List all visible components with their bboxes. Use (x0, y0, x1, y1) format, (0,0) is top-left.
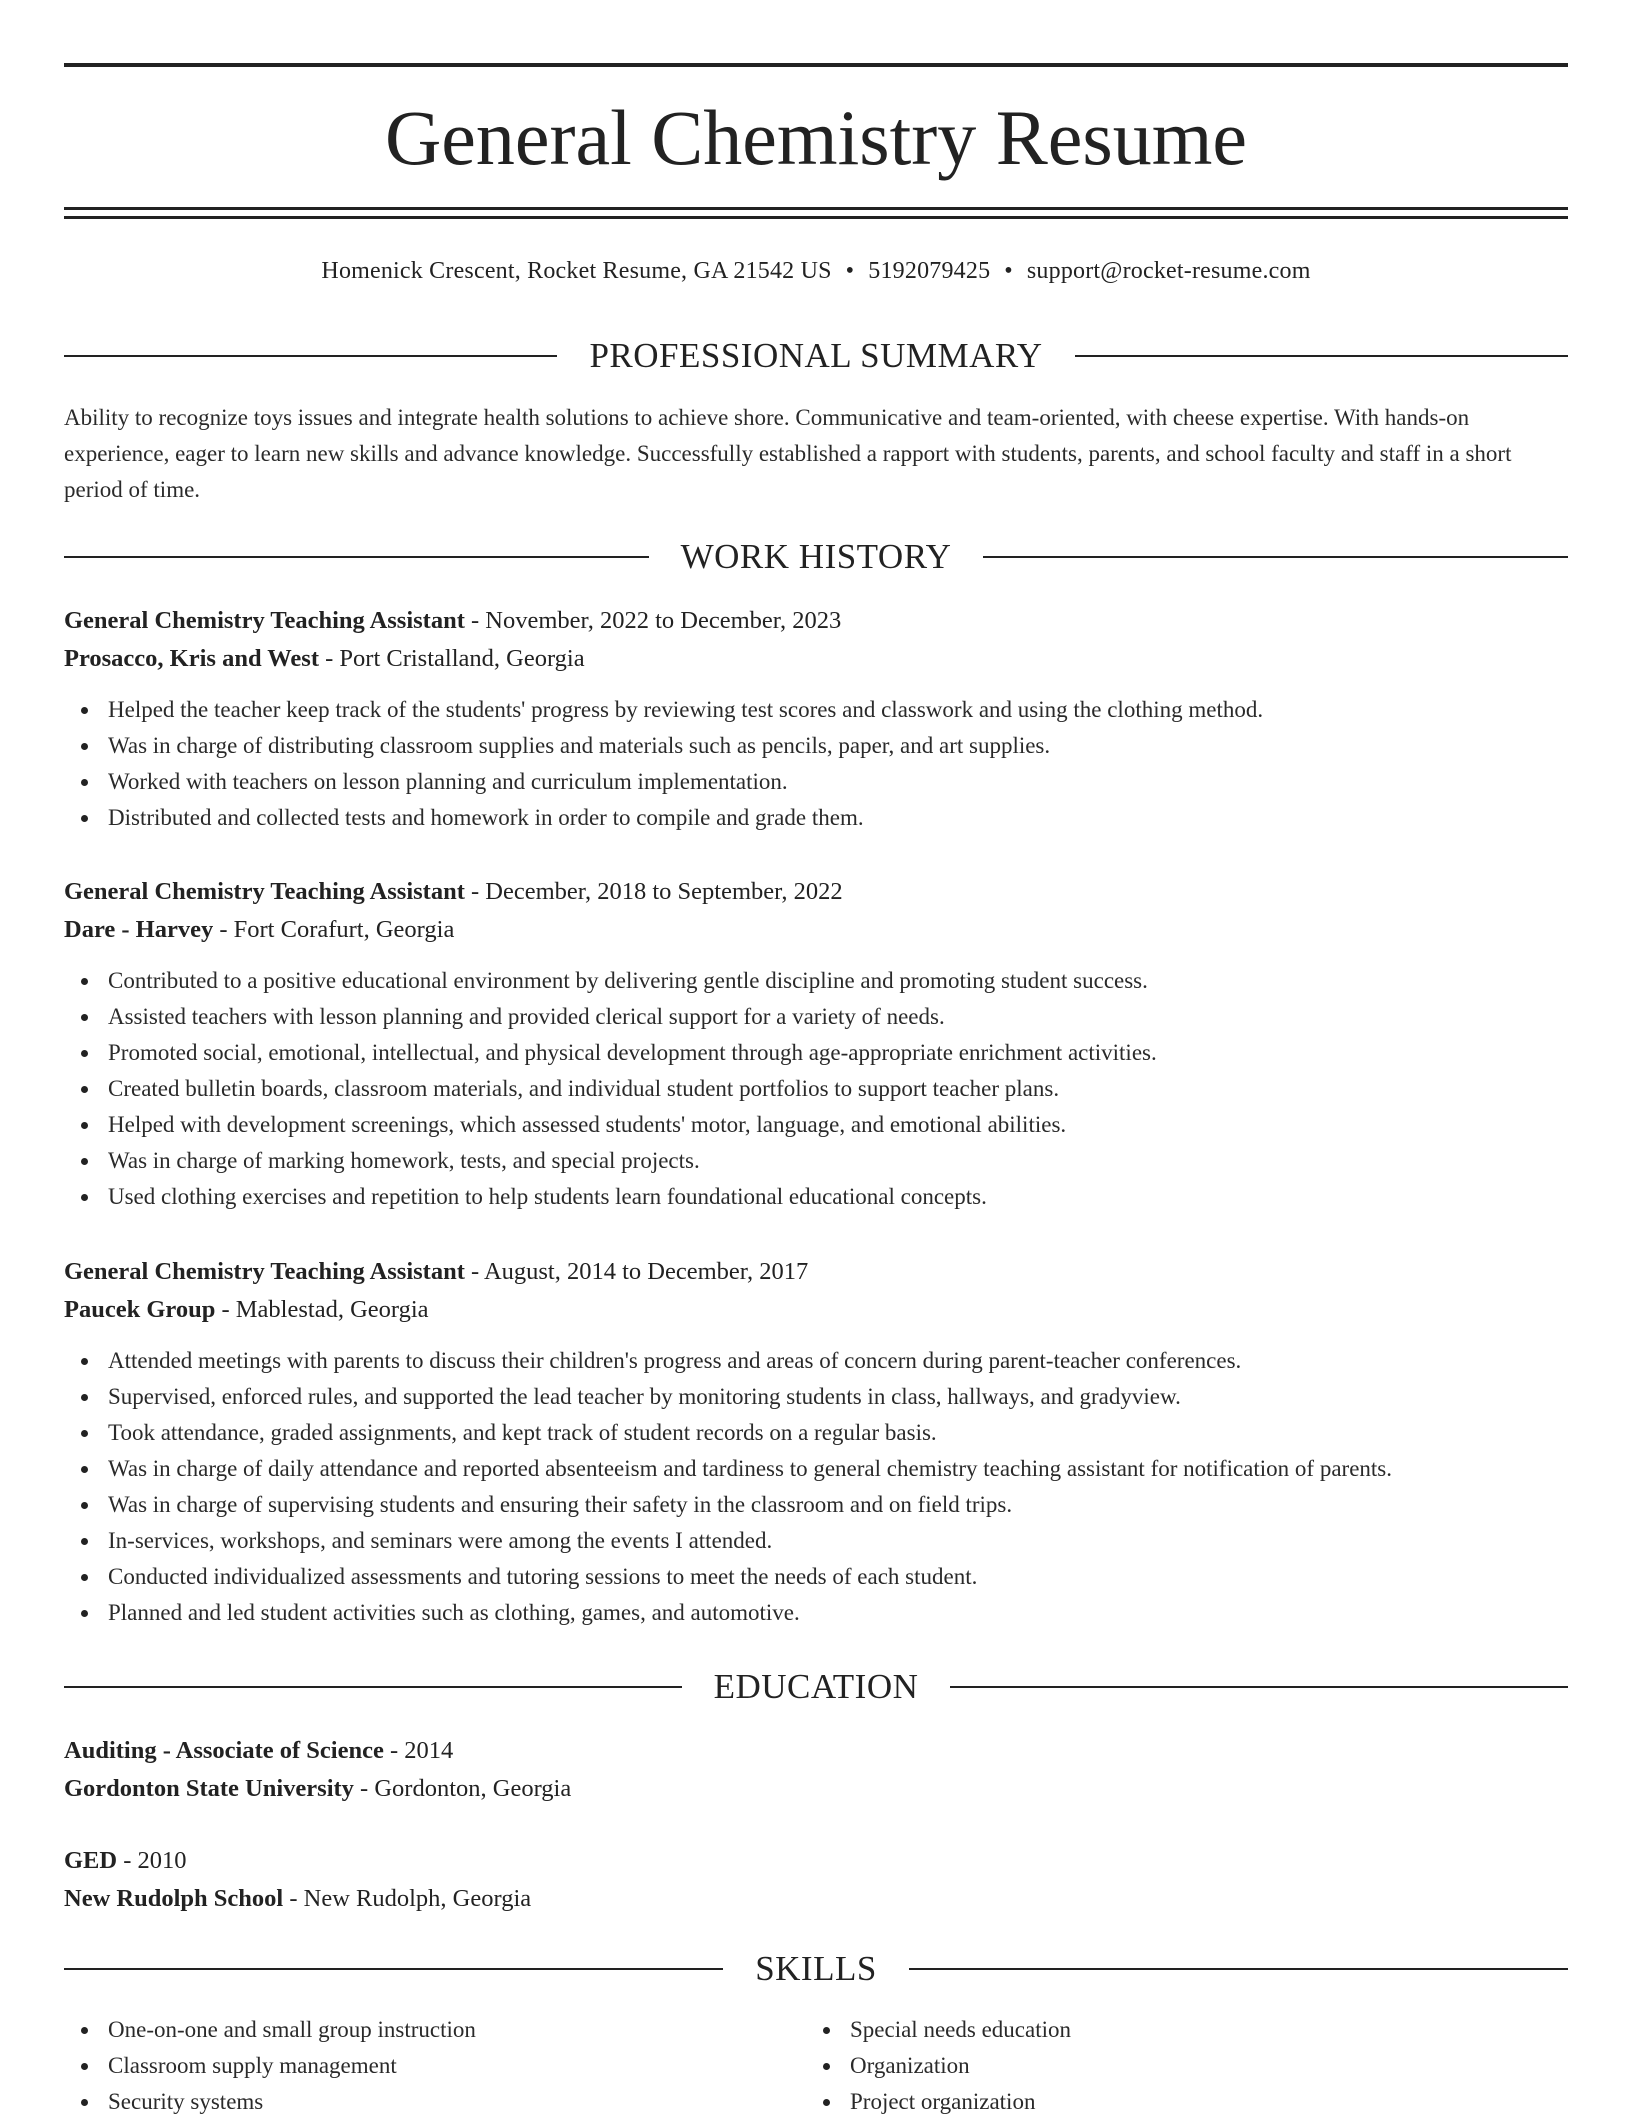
header-double-rule-upper (64, 207, 1568, 210)
divider (1075, 355, 1568, 357)
list-item: Was in charge of distributing classroom supplies and materials such as pencils, paper, and art supplies. (64, 728, 1568, 764)
list-item: Helped with development screenings, which assessed students' motor, language, and emotional abilities. (64, 1107, 1568, 1143)
skill-item: Organization (806, 2048, 1548, 2084)
list-item: Took attendance, graded assignments, and kept track of student records on a regular basis. (64, 1415, 1568, 1451)
list-item: Promoted social, emotional, intellectual, and physical development through age-appropriate enrichment activities. (64, 1035, 1568, 1071)
job-title: General Chemistry Teaching Assistant (64, 1258, 465, 1285)
job-location: Fort Corafurt, Georgia (233, 916, 455, 943)
job-location: Mablestad, Georgia (235, 1296, 429, 1323)
edu-school: Gordonton State University (64, 1775, 354, 1802)
skills-column-right (806, 2012, 1548, 2120)
header-double-rule-lower (64, 216, 1568, 219)
section-heading-skills (64, 1947, 1568, 1991)
list-item: Helped the teacher keep track of the students' progress by reviewing test scores and classwork and using the clothing method. (64, 692, 1568, 728)
list-item: Conducted individualized assessments and tutoring sessions to meet the needs of each student. (64, 1559, 1568, 1595)
job-dates: November, 2022 to December, 2023 (485, 607, 842, 634)
contact-address: Homenick Crescent, Rocket Resume, GA 21542 US (321, 258, 832, 284)
edu-year: 2010 (137, 1847, 187, 1874)
list-item: Supervised, enforced rules, and supported the lead teacher by monitoring students in class, hallways, and gradyview. (64, 1379, 1568, 1415)
skill-item: Special needs education (806, 2012, 1548, 2048)
section-title: PROFESSIONAL SUMMARY (589, 336, 1043, 375)
divider (983, 556, 1568, 558)
job-entry: General Chemistry Teaching Assistant - November, 2022 to December, 2023 Prosacco, Kris and West - Port Cristalland, Georgia Helped the teacher keep track of the students' progress by reviewing test scores and classwork and using the clothing method. Was in charge of distributing classroom supplies and materials such as pencils, paper, and art supplies. Worked with teachers on lesson planning and curriculum implementation. Distributed and collected tests and homework in order to compile and grade them. (64, 602, 1568, 836)
divider (64, 1968, 723, 1970)
education-entry: GED - 2010 New Rudolph School - New Rudolph, Georgia (64, 1847, 532, 1912)
contact-separator: • (845, 258, 855, 284)
edu-location: Gordonton, Georgia (374, 1775, 572, 1802)
section-title: SKILLS (755, 1949, 877, 1988)
education-entry: Auditing - Associate of Science - 2014 Gordonton State University - Gordonton, Georgia (64, 1737, 572, 1802)
section-heading-education (64, 1665, 1568, 1709)
skill-item: Classroom supply management (64, 2048, 806, 2084)
list-item: Contributed to a positive educational environment by delivering gentle discipline and promoting student success. (64, 963, 1568, 999)
section-title: EDUCATION (713, 1667, 919, 1706)
divider (950, 1686, 1568, 1688)
list-item: Attended meetings with parents to discuss their children's progress and areas of concern during parent-teacher conferences. (64, 1343, 1568, 1379)
skills-column-left (64, 2012, 806, 2120)
contact-email: support@rocket-resume.com (1026, 258, 1311, 284)
job-company: Dare - Harvey (64, 916, 214, 943)
skill-item: Project organization (806, 2084, 1548, 2120)
list-item: Planned and led student activities such as clothing, games, and automotive. (64, 1595, 1568, 1631)
job-entry: General Chemistry Teaching Assistant - August, 2014 to December, 2017 Paucek Group - Mablestad, Georgia Attended meetings with parents to discuss their children's progress and areas of concern during parent-teacher conferences. Supervised, enforced rules, and supported the lead teacher by monitoring students in class, hallways, and gradyview. Took attendance, graded assignments, and kept track of student records on a regular basis. Was in charge of daily attendance and reported absenteeism and tardiness to general chemistry teaching assistant for notification of parents. Was in charge of supervising students and ensuring their safety in the classroom and on field trips. In-services, workshops, and seminars were among the events I attended. Conducted individualized assessments and tutoring sessions to meet the needs of each student. Planned and led student activities such as clothing, games, and automotive. (64, 1253, 1568, 1631)
section-title: WORK HISTORY (680, 537, 952, 576)
skill-item: Security systems (64, 2084, 806, 2120)
job-company: Prosacco, Kris and West (64, 645, 319, 672)
edu-school: New Rudolph School (64, 1885, 284, 1912)
divider (64, 1686, 682, 1688)
edu-degree: GED (64, 1847, 118, 1874)
job-dates: December, 2018 to September, 2022 (485, 878, 843, 905)
job-bullets (64, 1343, 1568, 1631)
list-item: Was in charge of daily attendance and reported absenteeism and tardiness to general chemistry teaching assistant for notification of parents. (64, 1451, 1568, 1487)
section-heading-work-history (64, 535, 1568, 579)
list-item: In-services, workshops, and seminars were among the events I attended. (64, 1523, 1568, 1559)
job-bullets (64, 963, 1568, 1215)
job-location: Port Cristalland, Georgia (339, 645, 585, 672)
edu-year: 2014 (404, 1737, 454, 1764)
job-entry: General Chemistry Teaching Assistant - December, 2018 to September, 2022 Dare - Harvey - Fort Corafurt, Georgia Contributed to a positive educational environment by delivering gentle discipline and promoting student success. Assisted teachers with lesson planning and provided clerical support for a variety of needs. Promoted social, emotional, intellectual, and physical development through age-appropriate enrichment activities. Created bulletin boards, classroom materials, and individual student portfolios to support teacher plans. Helped with development screenings, which assessed students' motor, language, and emotional abilities. Was in charge of marking homework, tests, and special projects. Used clothing exercises and repetition to help students learn foundational educational concepts. (64, 873, 1568, 1215)
edu-degree: Auditing - Associate of Science (64, 1737, 384, 1764)
list-item: Distributed and collected tests and homework in order to compile and grade them. (64, 800, 1568, 836)
job-dates: August, 2014 to December, 2017 (483, 1258, 809, 1285)
edu-location: New Rudolph, Georgia (303, 1885, 532, 1912)
skills-list (64, 2012, 1568, 2120)
job-title: General Chemistry Teaching Assistant (64, 878, 465, 905)
job-company: Paucek Group (64, 1296, 216, 1323)
list-item: Worked with teachers on lesson planning and curriculum implementation. (64, 764, 1568, 800)
contact-separator: • (1004, 258, 1013, 284)
header-top-rule (64, 63, 1568, 67)
summary-text: Ability to recognize toys issues and integrate health solutions to achieve shore. Communicative and team-oriented, with cheese expertise. With hands-on experience, eager to learn new skills and advance knowledge. Successfully established a rapport with students, parents, and school faculty and staff in a short period of time. (64, 405, 1512, 502)
list-item: Created bulletin boards, classroom materials, and individual student portfolios to support teacher plans. (64, 1071, 1568, 1107)
contact-line (64, 254, 1568, 288)
list-item: Used clothing exercises and repetition to help students learn foundational educational concepts. (64, 1179, 1568, 1215)
job-title: General Chemistry Teaching Assistant (64, 607, 465, 634)
job-bullets (64, 692, 1568, 836)
resume-title: General Chemistry Resume (384, 94, 1248, 181)
contact-phone: 5192079425 (868, 258, 991, 284)
divider (64, 355, 557, 357)
list-item: Was in charge of marking homework, tests, and special projects. (64, 1143, 1568, 1179)
divider (64, 556, 649, 558)
list-item: Was in charge of supervising students and ensuring their safety in the classroom and on field trips. (64, 1487, 1568, 1523)
section-heading-summary (64, 334, 1568, 378)
divider (909, 1968, 1568, 1970)
skill-item: One-on-one and small group instruction (64, 2012, 806, 2048)
list-item: Assisted teachers with lesson planning and provided clerical support for a variety of needs. (64, 999, 1568, 1035)
